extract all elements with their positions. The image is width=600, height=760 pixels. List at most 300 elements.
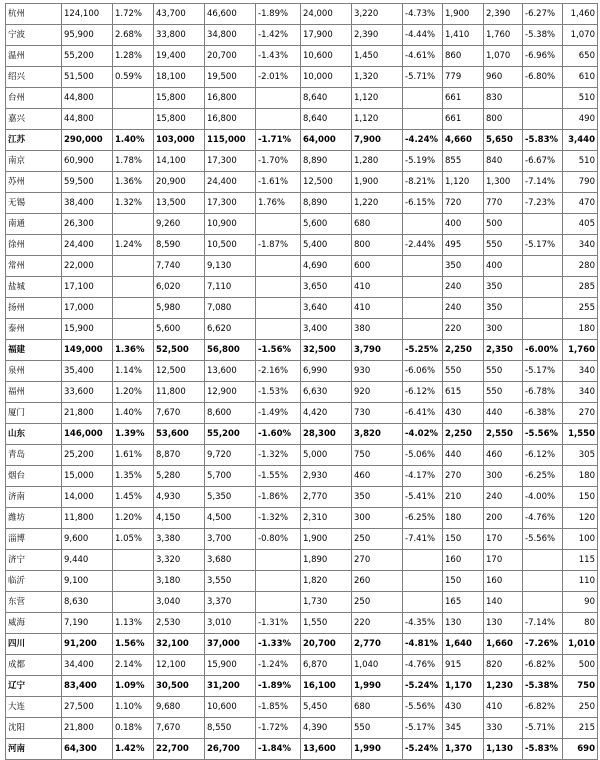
value-cell: -5.71% [403, 67, 443, 88]
table-row-region-total [6, 676, 598, 697]
value-cell: 1.32% [113, 193, 154, 214]
value-cell: 10,600 [301, 46, 352, 67]
value-cell: -1.43% [256, 46, 301, 67]
value-cell: 3,640 [301, 298, 352, 319]
value-cell: -4.61% [403, 46, 443, 67]
value-cell: 3,550 [205, 571, 256, 592]
value-cell: 10,000 [301, 67, 352, 88]
value-cell: 13,600 [205, 361, 256, 382]
value-cell: 1.10% [113, 697, 154, 718]
value-cell: 124,100 [62, 4, 113, 25]
value-cell: 6,620 [205, 319, 256, 340]
value-cell: 1,550 [563, 424, 598, 445]
row-label-cell: 潍坊 [6, 508, 62, 529]
value-cell: 1,900 [301, 529, 352, 550]
value-cell: 2,250 [443, 424, 484, 445]
row-label-cell: 绍兴 [6, 67, 62, 88]
value-cell [256, 88, 301, 109]
value-cell: 200 [484, 508, 523, 529]
row-label-cell: 泰州 [6, 319, 62, 340]
value-cell: 14,100 [154, 151, 205, 172]
row-label-cell: 福州 [6, 382, 62, 403]
value-cell [113, 256, 154, 277]
value-cell: -6.25% [403, 508, 443, 529]
value-cell: -6.82% [523, 697, 563, 718]
row-label-cell: 台州 [6, 88, 62, 109]
value-cell: 2,310 [301, 508, 352, 529]
value-cell: 720 [443, 193, 484, 214]
value-cell: 1,460 [563, 4, 598, 25]
value-cell: 400 [443, 214, 484, 235]
value-cell: 1,070 [484, 46, 523, 67]
value-cell [113, 277, 154, 298]
value-cell: 9,100 [62, 571, 113, 592]
value-cell: -5.83% [523, 130, 563, 151]
value-cell [403, 550, 443, 571]
value-cell: 55,200 [62, 46, 113, 67]
value-cell: 150 [443, 571, 484, 592]
value-cell: 3,320 [154, 550, 205, 571]
value-cell [523, 298, 563, 319]
value-cell: 26,300 [62, 214, 113, 235]
row-label-cell: 常州 [6, 256, 62, 277]
value-cell [523, 571, 563, 592]
value-cell: 6,630 [301, 382, 352, 403]
row-label-cell: 山东 [6, 424, 62, 445]
value-cell: -1.32% [256, 445, 301, 466]
value-cell [256, 214, 301, 235]
value-cell: -1.55% [256, 466, 301, 487]
value-cell: -6.15% [403, 193, 443, 214]
value-cell: 460 [484, 445, 523, 466]
table-row [6, 487, 598, 508]
value-cell: 8,890 [301, 151, 352, 172]
value-cell: 820 [484, 655, 523, 676]
value-cell: 1.20% [113, 382, 154, 403]
table-row [6, 319, 598, 340]
value-cell: 510 [563, 151, 598, 172]
value-cell: 300 [484, 319, 523, 340]
value-cell: 21,800 [62, 718, 113, 739]
value-cell: 1,300 [484, 172, 523, 193]
value-cell: 17,900 [301, 25, 352, 46]
value-cell: 3,010 [205, 613, 256, 634]
value-cell: -1.31% [256, 613, 301, 634]
value-cell: 8,890 [301, 193, 352, 214]
table-row-region-total [6, 424, 598, 445]
table-row-region-total [6, 130, 598, 151]
value-cell: 2.68% [113, 25, 154, 46]
value-cell: 83,400 [62, 676, 113, 697]
value-cell: 90 [563, 592, 598, 613]
value-cell: 2,930 [301, 466, 352, 487]
value-cell: 1,660 [484, 634, 523, 655]
value-cell: -2.01% [256, 67, 301, 88]
row-label-cell: 江苏 [6, 130, 62, 151]
value-cell: 240 [443, 298, 484, 319]
value-cell: -0.80% [256, 529, 301, 550]
value-cell: 730 [352, 403, 403, 424]
value-cell: 1,320 [352, 67, 403, 88]
value-cell: 32,500 [301, 340, 352, 361]
value-cell: 20,900 [154, 172, 205, 193]
value-cell: 53,600 [154, 424, 205, 445]
value-cell: 779 [443, 67, 484, 88]
value-cell: 5,980 [154, 298, 205, 319]
value-cell: 19,400 [154, 46, 205, 67]
value-cell: 1.76% [256, 193, 301, 214]
value-cell: 220 [443, 319, 484, 340]
table-row [6, 508, 598, 529]
value-cell: 4,150 [154, 508, 205, 529]
table-row [6, 655, 598, 676]
value-cell: 6,990 [301, 361, 352, 382]
row-label-cell: 青岛 [6, 445, 62, 466]
table-row [6, 571, 598, 592]
value-cell: 240 [443, 277, 484, 298]
value-cell: 305 [563, 445, 598, 466]
value-cell: 5,350 [205, 487, 256, 508]
value-cell: 115,000 [205, 130, 256, 151]
table-row [6, 256, 598, 277]
value-cell: 750 [563, 676, 598, 697]
value-cell: 1,820 [301, 571, 352, 592]
value-cell: 44,800 [62, 109, 113, 130]
value-cell: 13,500 [154, 193, 205, 214]
value-cell: 1,040 [352, 655, 403, 676]
value-cell: 22,000 [62, 256, 113, 277]
value-cell: 24,400 [62, 235, 113, 256]
value-cell: 170 [484, 550, 523, 571]
value-cell: 1.36% [113, 340, 154, 361]
row-label-cell: 沈阳 [6, 718, 62, 739]
value-cell: -6.27% [523, 4, 563, 25]
value-cell: 91,200 [62, 634, 113, 655]
value-cell: 550 [484, 235, 523, 256]
value-cell: 3,680 [205, 550, 256, 571]
value-cell: 750 [352, 445, 403, 466]
table-row [6, 697, 598, 718]
value-cell: 3,820 [352, 424, 403, 445]
row-label-cell: 南京 [6, 151, 62, 172]
value-cell: 9,720 [205, 445, 256, 466]
value-cell: 495 [443, 235, 484, 256]
value-cell: 400 [484, 256, 523, 277]
value-cell: -6.12% [403, 382, 443, 403]
value-cell: -1.61% [256, 172, 301, 193]
value-cell: -1.32% [256, 508, 301, 529]
value-cell: 80 [563, 613, 598, 634]
value-cell: 130 [443, 613, 484, 634]
value-cell: -5.17% [403, 718, 443, 739]
table-row [6, 382, 598, 403]
value-cell: 16,800 [205, 88, 256, 109]
value-cell: 8,640 [301, 88, 352, 109]
table-row [6, 4, 598, 25]
value-cell [256, 592, 301, 613]
value-cell: 4,930 [154, 487, 205, 508]
row-label-cell: 无锡 [6, 193, 62, 214]
value-cell: 240 [484, 487, 523, 508]
value-cell: 17,300 [205, 193, 256, 214]
value-cell [523, 256, 563, 277]
value-cell: -1.86% [256, 487, 301, 508]
value-cell: 3,380 [154, 529, 205, 550]
value-cell: 2,350 [484, 340, 523, 361]
table-row [6, 613, 598, 634]
value-cell [113, 298, 154, 319]
value-cell [256, 277, 301, 298]
row-label-cell: 济南 [6, 487, 62, 508]
table-row [6, 466, 598, 487]
value-cell: 550 [484, 382, 523, 403]
value-cell: 550 [484, 361, 523, 382]
value-cell [256, 256, 301, 277]
value-cell: 1,890 [301, 550, 352, 571]
value-cell: 146,000 [62, 424, 113, 445]
value-cell: 380 [352, 319, 403, 340]
value-cell: 12,500 [154, 361, 205, 382]
value-cell: 330 [484, 718, 523, 739]
value-cell: -7.41% [403, 529, 443, 550]
table-row [6, 25, 598, 46]
value-cell: 1,220 [352, 193, 403, 214]
value-cell: 770 [484, 193, 523, 214]
row-label-cell: 辽宁 [6, 676, 62, 697]
row-label-cell: 河南 [6, 739, 62, 760]
value-cell: 7,670 [154, 718, 205, 739]
row-label-cell: 大连 [6, 697, 62, 718]
value-cell [256, 298, 301, 319]
row-label-cell: 盐城 [6, 277, 62, 298]
value-cell: 17,300 [205, 151, 256, 172]
table-row [6, 88, 598, 109]
value-cell: 920 [352, 382, 403, 403]
value-cell: 270 [352, 550, 403, 571]
value-cell: 15,900 [205, 655, 256, 676]
value-cell: 16,800 [205, 109, 256, 130]
value-cell: 165 [443, 592, 484, 613]
value-cell: -5.56% [523, 529, 563, 550]
value-cell: 1.13% [113, 613, 154, 634]
row-label-cell: 苏州 [6, 172, 62, 193]
value-cell: 180 [443, 508, 484, 529]
value-cell: 410 [352, 277, 403, 298]
value-cell: 300 [352, 508, 403, 529]
value-cell: 1,130 [484, 739, 523, 760]
value-cell: 500 [563, 655, 598, 676]
value-cell: 110 [563, 571, 598, 592]
value-cell: 10,600 [205, 697, 256, 718]
row-label-cell: 威海 [6, 613, 62, 634]
row-label-cell: 杭州 [6, 4, 62, 25]
value-cell: 4,420 [301, 403, 352, 424]
value-cell: 430 [443, 697, 484, 718]
value-cell: 1,370 [443, 739, 484, 760]
value-cell: 12,900 [205, 382, 256, 403]
value-cell: 103,000 [154, 130, 205, 151]
value-cell: 16,100 [301, 676, 352, 697]
value-cell: 2.14% [113, 655, 154, 676]
value-cell: 345 [443, 718, 484, 739]
value-cell: 11,800 [62, 508, 113, 529]
value-cell: -5.38% [523, 25, 563, 46]
value-cell: 15,000 [62, 466, 113, 487]
value-cell: -5.56% [403, 697, 443, 718]
value-cell: 1,640 [443, 634, 484, 655]
value-cell: 255 [563, 298, 598, 319]
value-cell: -6.12% [523, 445, 563, 466]
value-cell: 3,220 [352, 4, 403, 25]
value-cell: 250 [563, 697, 598, 718]
value-cell [403, 319, 443, 340]
row-label-cell: 泉州 [6, 361, 62, 382]
value-cell: 27,500 [62, 697, 113, 718]
value-cell [403, 214, 443, 235]
value-cell: 19,500 [205, 67, 256, 88]
value-cell: 35,400 [62, 361, 113, 382]
table-row [6, 235, 598, 256]
value-cell: 14,000 [62, 487, 113, 508]
value-cell: 170 [484, 529, 523, 550]
value-cell [523, 214, 563, 235]
value-cell: -1.89% [256, 4, 301, 25]
value-cell: 270 [443, 466, 484, 487]
value-cell: 2,770 [301, 487, 352, 508]
value-cell: -4.76% [523, 508, 563, 529]
value-cell: 410 [484, 697, 523, 718]
value-cell: 5,280 [154, 466, 205, 487]
value-cell: 290,000 [62, 130, 113, 151]
value-cell: 215 [563, 718, 598, 739]
value-cell: 960 [484, 67, 523, 88]
value-cell: -5.17% [523, 361, 563, 382]
value-cell: 830 [484, 88, 523, 109]
table-row [6, 193, 598, 214]
value-cell: 1,280 [352, 151, 403, 172]
value-cell: -5.71% [523, 718, 563, 739]
value-cell: 550 [443, 361, 484, 382]
value-cell: 1.24% [113, 235, 154, 256]
table-row [6, 445, 598, 466]
value-cell: -6.41% [403, 403, 443, 424]
value-cell [256, 109, 301, 130]
value-cell: 410 [352, 298, 403, 319]
value-cell [403, 109, 443, 130]
value-cell: 430 [443, 403, 484, 424]
value-cell: 350 [443, 256, 484, 277]
value-cell: 1.56% [113, 634, 154, 655]
value-cell: 13,600 [301, 739, 352, 760]
value-cell: -6.78% [523, 382, 563, 403]
value-cell: 34,400 [62, 655, 113, 676]
value-cell: 1.40% [113, 130, 154, 151]
value-cell: -2.16% [256, 361, 301, 382]
value-cell: -5.24% [403, 676, 443, 697]
value-cell [523, 592, 563, 613]
value-cell: 2,250 [443, 340, 484, 361]
table-row [6, 361, 598, 382]
value-cell: -6.06% [403, 361, 443, 382]
value-cell [113, 592, 154, 613]
value-cell: 1,900 [443, 4, 484, 25]
value-cell: 4,500 [205, 508, 256, 529]
value-cell: 130 [484, 613, 523, 634]
value-cell [523, 88, 563, 109]
value-cell [403, 256, 443, 277]
value-cell: 280 [563, 256, 598, 277]
value-cell: 680 [352, 214, 403, 235]
value-cell: 250 [352, 592, 403, 613]
value-cell: 6,020 [154, 277, 205, 298]
table-row [6, 214, 598, 235]
value-cell: 615 [443, 382, 484, 403]
value-cell: 3,370 [205, 592, 256, 613]
value-cell: 1.36% [113, 172, 154, 193]
value-cell: 350 [484, 298, 523, 319]
value-cell [523, 550, 563, 571]
value-cell: 4,390 [301, 718, 352, 739]
value-cell [113, 571, 154, 592]
value-cell: 5,400 [301, 235, 352, 256]
value-cell: 9,130 [205, 256, 256, 277]
value-cell: -4.00% [523, 487, 563, 508]
value-cell: 8,630 [62, 592, 113, 613]
value-cell: 140 [484, 592, 523, 613]
value-cell [113, 319, 154, 340]
value-cell: 680 [352, 697, 403, 718]
table-row [6, 550, 598, 571]
value-cell: 5,700 [205, 466, 256, 487]
value-cell [256, 571, 301, 592]
value-cell: -1.53% [256, 382, 301, 403]
table-row-region-total [6, 340, 598, 361]
value-cell: 470 [563, 193, 598, 214]
value-cell: 790 [563, 172, 598, 193]
value-cell: -2.44% [403, 235, 443, 256]
value-cell: 10,900 [205, 214, 256, 235]
value-cell: 1.42% [113, 739, 154, 760]
value-cell: 690 [563, 739, 598, 760]
value-cell: -1.56% [256, 340, 301, 361]
value-cell: -4.73% [403, 4, 443, 25]
value-cell: -1.84% [256, 739, 301, 760]
value-cell: 1.39% [113, 424, 154, 445]
row-label-cell: 徐州 [6, 235, 62, 256]
row-label-cell: 淄博 [6, 529, 62, 550]
value-cell: -1.89% [256, 676, 301, 697]
value-cell: 8,590 [154, 235, 205, 256]
value-cell: -4.81% [403, 634, 443, 655]
value-cell: 1,550 [301, 613, 352, 634]
value-cell: 9,600 [62, 529, 113, 550]
value-cell: 250 [352, 529, 403, 550]
value-cell: 3,400 [301, 319, 352, 340]
value-cell: -1.71% [256, 130, 301, 151]
data-table [5, 3, 598, 760]
value-cell: 52,500 [154, 340, 205, 361]
value-cell: 31,200 [205, 676, 256, 697]
value-cell [523, 109, 563, 130]
value-cell: 28,300 [301, 424, 352, 445]
value-cell: 490 [563, 109, 598, 130]
row-label-cell: 福建 [6, 340, 62, 361]
value-cell: -7.14% [523, 613, 563, 634]
value-cell: 1,120 [443, 172, 484, 193]
value-cell: 7,740 [154, 256, 205, 277]
value-cell: 3,650 [301, 277, 352, 298]
value-cell: 1,990 [352, 676, 403, 697]
